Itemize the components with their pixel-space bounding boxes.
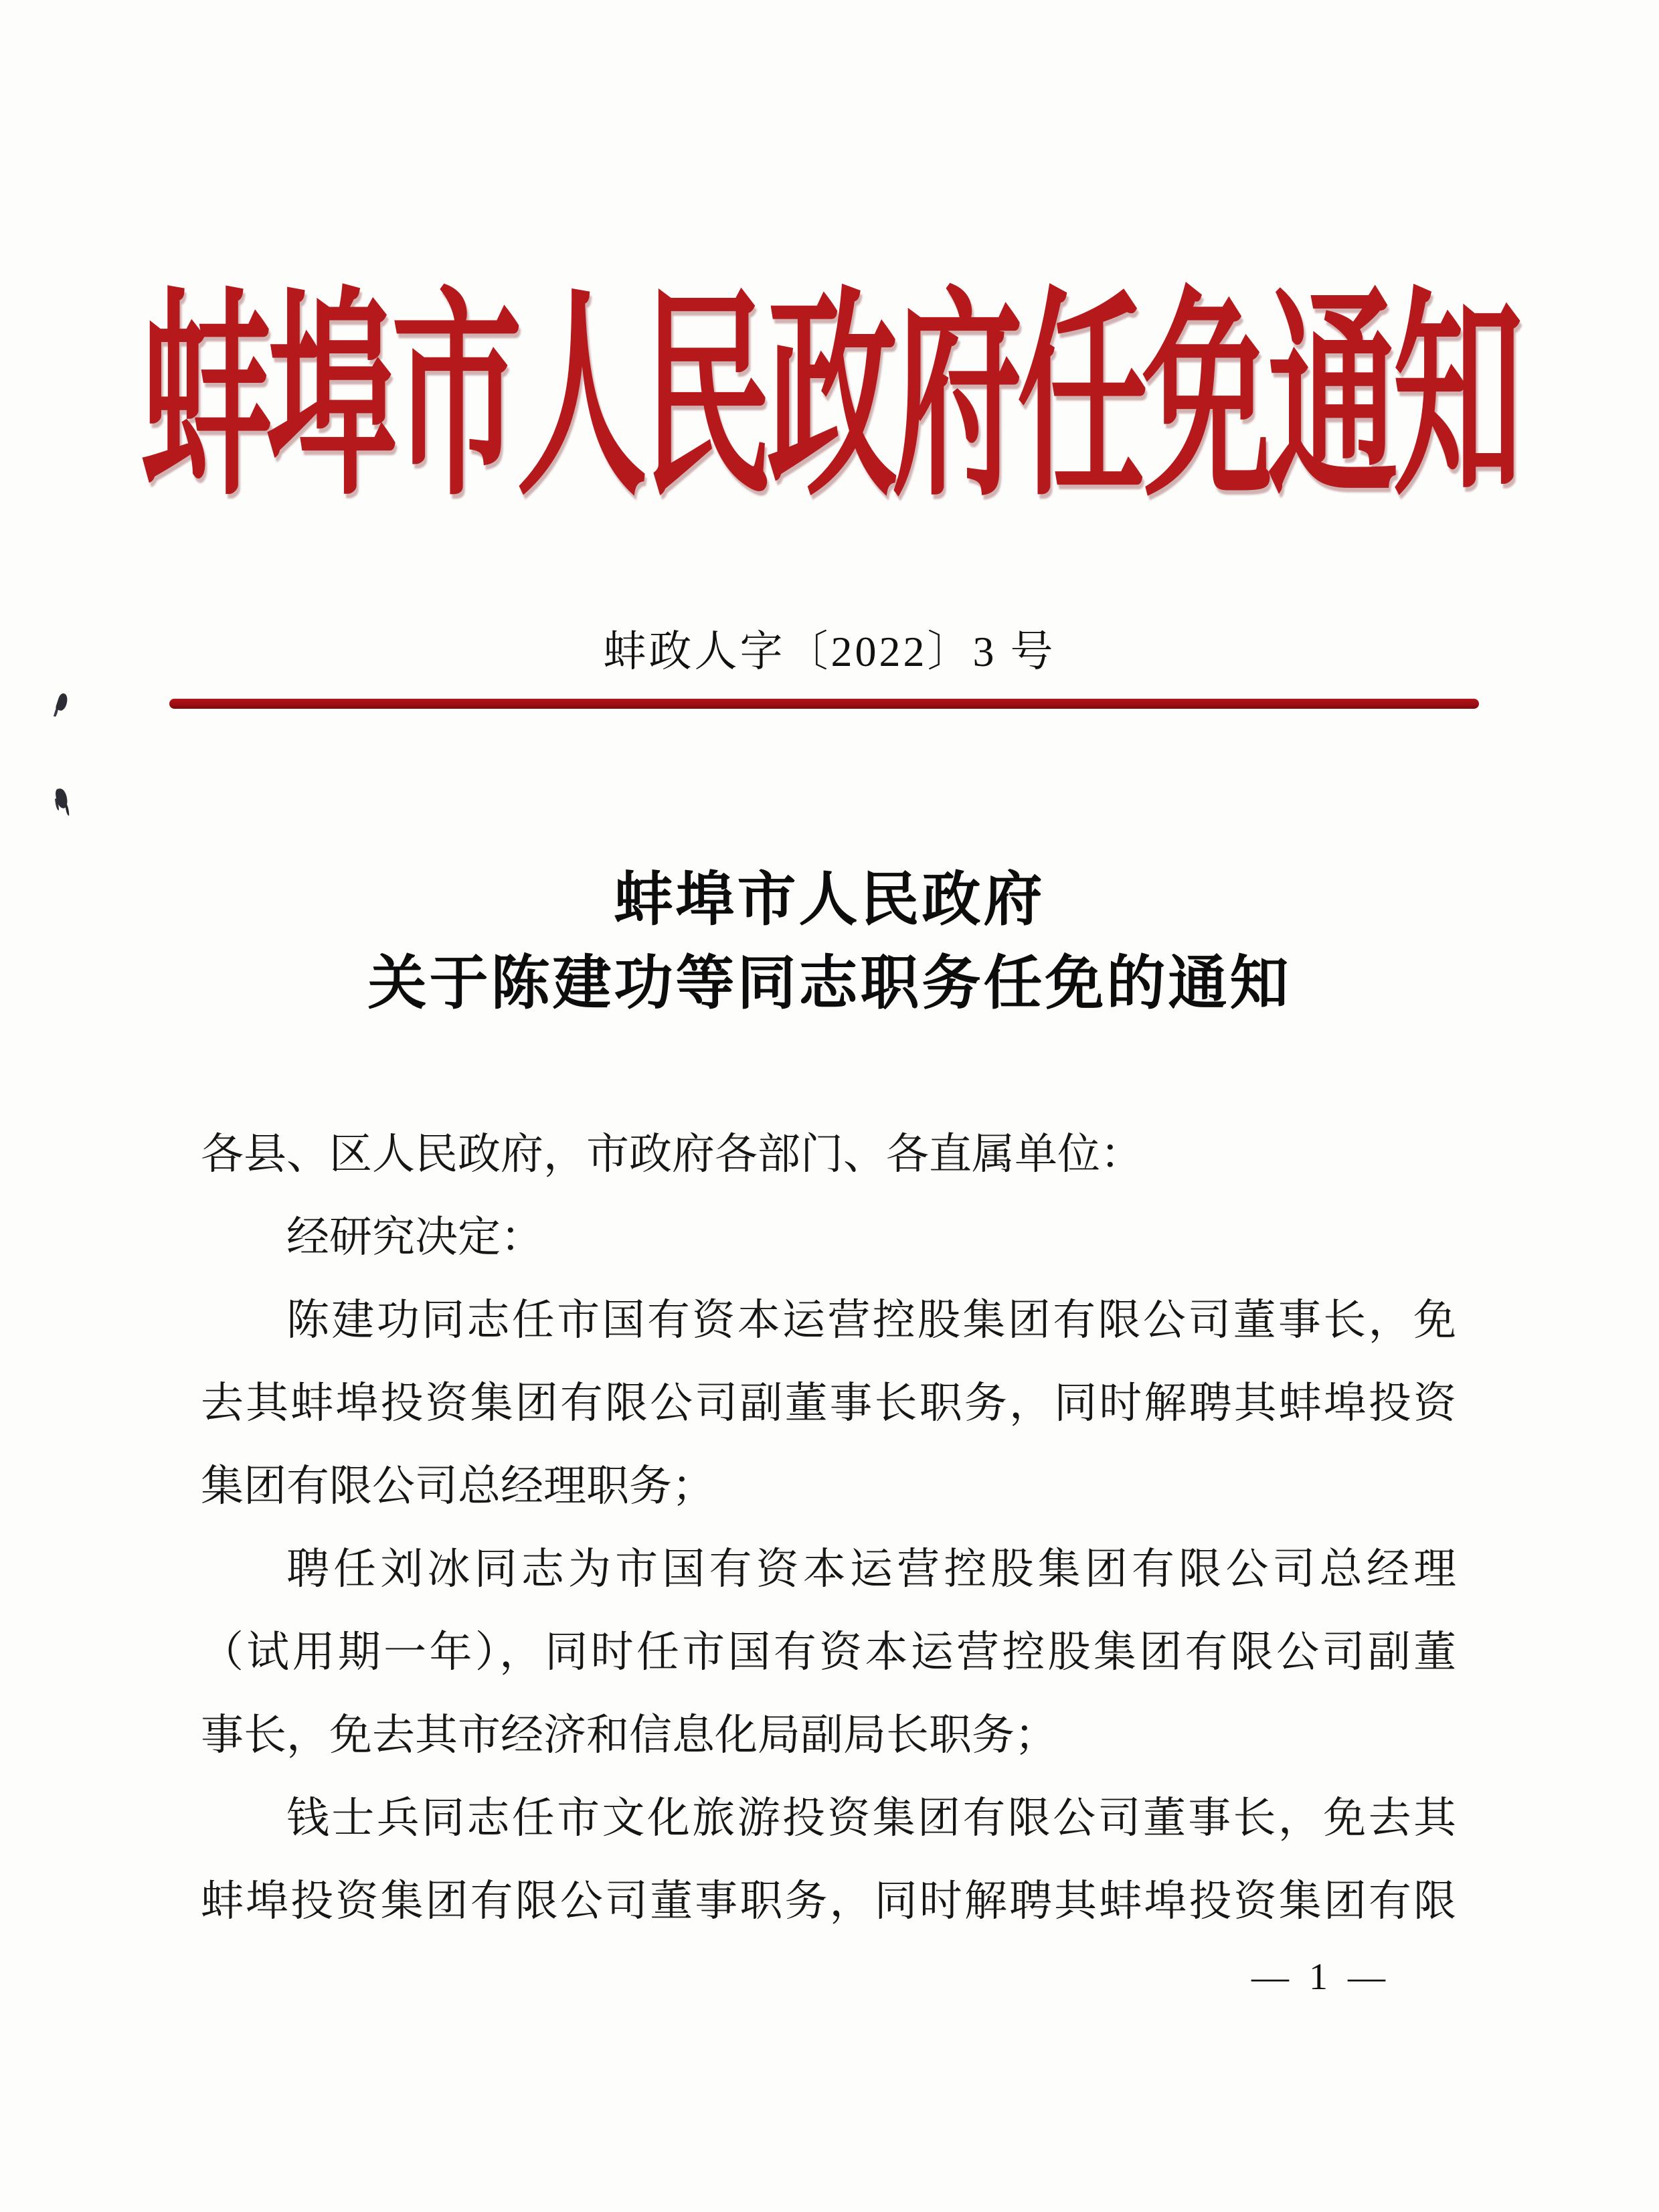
page-number: — 1 — [1251,1956,1391,1998]
red-divider-line [169,699,1479,709]
ink-speck [55,788,68,809]
document-masthead [0,276,1659,523]
body-line: 钱士兵同志任市文化旅游投资集团有限公司董事长，免去其 [286,1794,1456,1842]
notice-title-line2: 关于陈建功等同志职务任免的通知 [367,952,1292,1017]
body-line: 各县、区人民政府，市政府各部门、各直属单位： [201,1130,1143,1178]
ink-speck [55,692,69,711]
notice-title-line1: 蚌埠市人民政府 [614,868,1045,933]
body-line: （试用期一年），同时任市国有资本运营控股集团有限公司副董 [201,1628,1456,1676]
masthead-title: 蚌埠市人民政府任免通知 [141,276,1518,523]
body-line: 事长，免去其市经济和信息化局副局长职务； [201,1711,1057,1759]
body-line: 集团有限公司总经理职务； [201,1462,715,1510]
body-line: 蚌埠投资集团有限公司董事职务，同时解聘其蚌埠投资集团有限 [201,1877,1456,1925]
notice-title [0,859,1659,1026]
body-line: 陈建功同志任市国有资本运营控股集团有限公司董事长，免 [286,1296,1456,1344]
body-line: 去其蚌埠投资集团有限公司副董事长职务，同时解聘其蚌埠投资 [201,1379,1456,1427]
document-number: 蚌政人字〔2022〕3 号 [603,628,1056,675]
body-line: 聘任刘冰同志为市国有资本运营控股集团有限公司总经理 [286,1545,1456,1593]
notice-body [201,1113,1456,1943]
body-line: 经研究决定： [286,1213,543,1261]
